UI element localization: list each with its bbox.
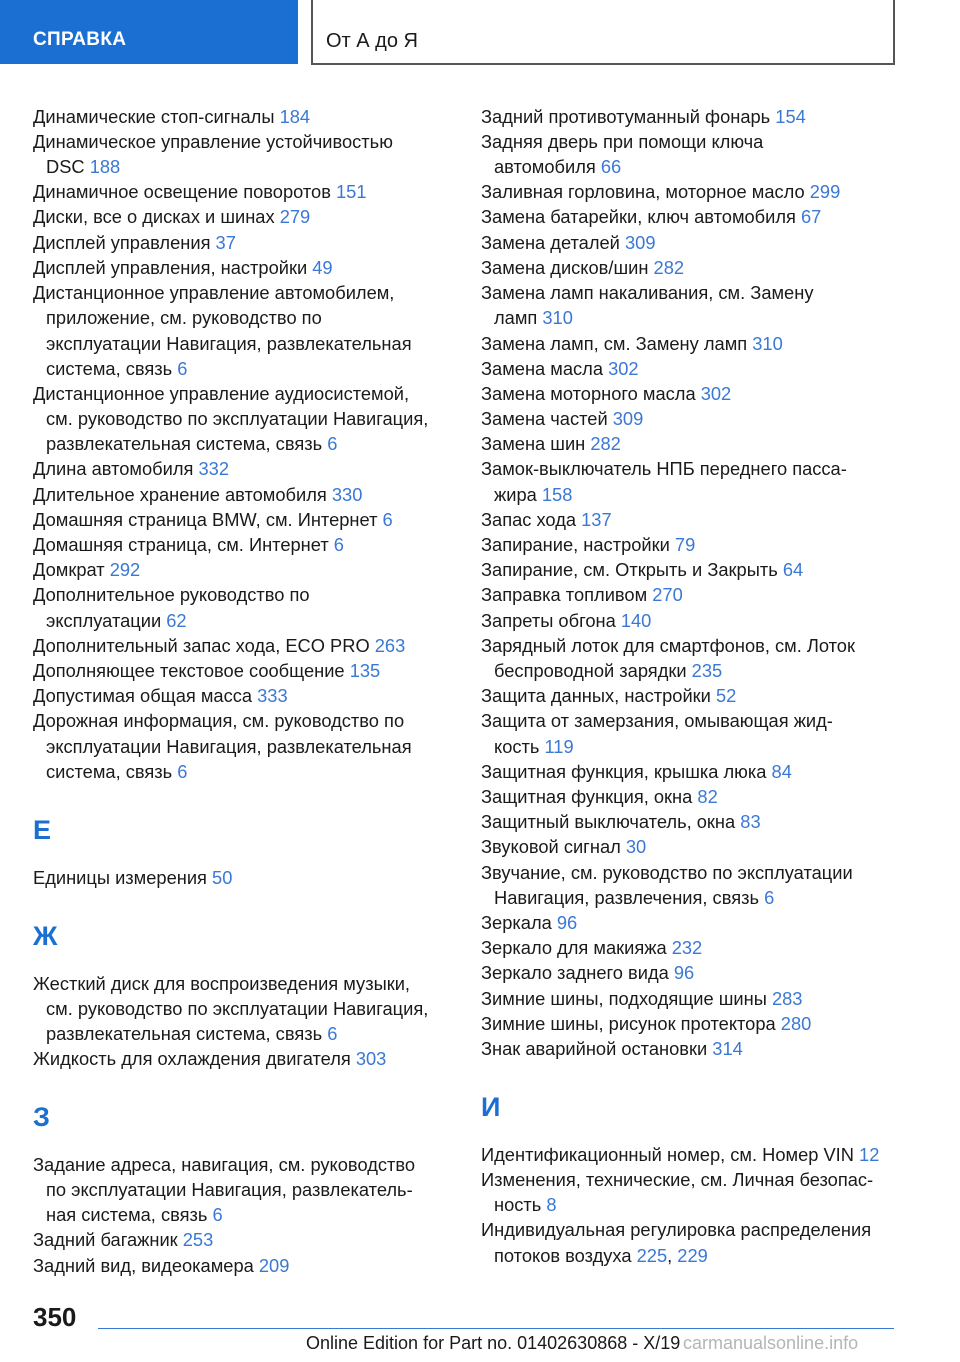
index-entry	[481, 431, 621, 456]
page-reference-link[interactable]: 299	[809, 181, 841, 202]
index-entry-text: см. руководство по эксплуатации Навигация,	[46, 408, 429, 429]
index-entry	[33, 865, 232, 890]
page-reference-link[interactable]: 6	[327, 1023, 338, 1044]
page-reference-link[interactable]: 279	[279, 206, 311, 227]
index-entry-text: Домашняя страница, см. Интернет	[33, 534, 334, 555]
index-entry	[481, 935, 702, 960]
page-reference-link[interactable]: 151	[336, 181, 367, 202]
index-entry-text: Дополнительное руководство по	[33, 584, 310, 605]
index-entry-text: Идентификационный номер, см. Номер VIN	[481, 1144, 860, 1165]
index-entry-text: Заправка топливом	[481, 584, 653, 605]
index-entry-text: ная система, связь	[46, 1204, 213, 1225]
index-entry	[481, 179, 840, 204]
page-reference-link[interactable]: 140	[620, 610, 652, 631]
footer-watermark: carmanualsonline.info	[683, 1333, 859, 1353]
index-entry-text: Домкрат	[33, 559, 110, 580]
index-entry-text: Запреты обгона	[481, 610, 621, 631]
index-entry-text: по эксплуатации Навигация, развлекатель-	[46, 1179, 413, 1200]
index-entry	[481, 1243, 708, 1268]
page-reference-link[interactable]: 96	[556, 912, 578, 933]
index-entry	[481, 482, 572, 507]
page-reference-link[interactable]: 209	[258, 1255, 290, 1276]
page-reference-link[interactable]: 158	[541, 484, 573, 505]
page-reference-link[interactable]: 67	[801, 206, 822, 227]
index-entry	[33, 1253, 289, 1278]
index-entry-text: кость	[494, 736, 545, 757]
index-entry-text: Жидкость для охлаждения двигателя	[33, 1048, 356, 1069]
index-entry-text: эксплуатации Навигация, развлекательная	[46, 736, 412, 757]
index-entry-text: Индивидуальная регулировка распределения	[481, 1219, 872, 1240]
index-entry	[481, 910, 577, 935]
index-entry-text: приложение, см. руководство по	[46, 307, 322, 328]
index-letter-heading: З	[33, 1102, 50, 1132]
page-reference-link[interactable]: 96	[673, 962, 695, 983]
header-divider-left	[311, 0, 313, 64]
index-entry	[33, 1021, 337, 1046]
index-entry	[481, 658, 722, 683]
index-entry	[481, 885, 774, 910]
index-entry-text: Замена батарейки, ключ автомобиля	[481, 206, 802, 227]
index-entry-text: ность	[494, 1194, 547, 1215]
page-reference-separator: ,	[667, 1245, 678, 1266]
page-reference-link[interactable]: 310	[752, 333, 783, 354]
index-entry	[33, 996, 428, 1021]
index-entry	[33, 1227, 213, 1252]
page-reference-link[interactable]: 232	[671, 937, 703, 958]
index-entry	[33, 532, 344, 557]
chapter-title: От А до Я	[326, 30, 418, 52]
index-entry	[33, 633, 405, 658]
index-entry	[481, 734, 574, 759]
index-entry	[33, 582, 310, 607]
index-letter-heading: Е	[33, 815, 52, 845]
index-entry	[33, 104, 310, 129]
index-entry-text: жира	[494, 484, 542, 505]
page-reference-link[interactable]: 270	[652, 584, 683, 605]
index-entry-text: Навигация, развлечения, связь	[494, 887, 765, 908]
index-entry-text: Замена деталей	[481, 232, 625, 253]
index-entry	[33, 431, 337, 456]
page-reference-link[interactable]: 62	[166, 610, 187, 631]
index-entry-text: Задняя дверь при помощи ключа	[481, 131, 764, 152]
page-reference-link[interactable]: 309	[624, 232, 656, 253]
page-reference-link[interactable]: 282	[653, 257, 685, 278]
index-entry	[481, 255, 684, 280]
index-entry-text: развлекательная система, связь	[46, 433, 328, 454]
footer-edition: Online Edition for Part no. 01402630868 - X/19	[306, 1333, 681, 1353]
index-entry	[33, 1046, 386, 1071]
index-entry-text: Динамичное освещение поворотов	[33, 181, 337, 202]
index-entry	[33, 331, 412, 356]
index-entry-text: Диски, все о дисках и шинах	[33, 206, 280, 227]
page-reference-link[interactable]: 6	[382, 509, 393, 530]
page-reference-link[interactable]: 229	[677, 1245, 708, 1266]
page-reference-link[interactable]: 283	[771, 988, 803, 1009]
index-entry	[481, 305, 573, 330]
index-entry	[481, 154, 621, 179]
index-entry-text: Замена шин	[481, 433, 591, 454]
index-entry	[33, 280, 394, 305]
footer-rule	[98, 1328, 894, 1329]
page-reference-link[interactable]: 225	[636, 1245, 668, 1266]
index-entry	[33, 230, 236, 255]
index-entry	[33, 708, 404, 733]
page-reference-link[interactable]: 332	[198, 458, 229, 479]
index-entry-text: автомобиля	[494, 156, 601, 177]
index-entry	[481, 280, 813, 305]
index-entry-text: Запирание, см. Открыть и Закрыть	[481, 559, 783, 580]
index-entry-text: система, связь	[46, 761, 178, 782]
index-entry-text: Задний вид, видеокамера	[33, 1255, 259, 1276]
index-entry-text: ламп	[494, 307, 543, 328]
page-reference-link[interactable]: 83	[740, 811, 761, 832]
index-letter-heading: И	[481, 1092, 501, 1122]
index-entry-text: Зеркала	[481, 912, 557, 933]
index-entry-text: Задание адреса, навигация, см. руководство	[33, 1154, 416, 1175]
page-reference-link[interactable]: 6	[212, 1204, 223, 1225]
page-reference-link[interactable]: 303	[355, 1048, 387, 1069]
index-entry	[33, 1202, 223, 1227]
index-entry	[481, 557, 803, 582]
page-reference-link[interactable]: 302	[700, 383, 732, 404]
index-letter-heading: Ж	[33, 921, 58, 951]
index-entry-text: Замена моторного масла	[481, 383, 701, 404]
index-entry	[33, 305, 322, 330]
index-entry-text: Защита от замерзания, омывающая жид-	[481, 710, 833, 731]
page-reference-link[interactable]: 50	[212, 867, 233, 888]
page-reference-link[interactable]: 314	[712, 1038, 743, 1059]
index-entry	[33, 406, 428, 431]
index-entry	[481, 608, 651, 633]
page-reference-link[interactable]: 84	[771, 761, 792, 782]
index-entry	[481, 1036, 743, 1061]
index-entry	[33, 456, 229, 481]
index-entry	[481, 986, 802, 1011]
index-entry	[33, 1177, 413, 1202]
index-entry-text: Дисплей управления, настройки	[33, 257, 313, 278]
section-tab[interactable]	[0, 0, 298, 64]
index-entry-text: Домашняя страница BMW, см. Интернет	[33, 509, 383, 530]
page-reference-link[interactable]: 6	[333, 534, 344, 555]
header-divider-right	[893, 0, 895, 64]
index-entry-text: Замок-выключатель НПБ переднего пасса-	[481, 458, 847, 479]
index-entry-text: Замена масла	[481, 358, 609, 379]
index-entry-text: Замена дисков/шин	[481, 257, 654, 278]
index-entry-text: потоков воздуха	[494, 1245, 637, 1266]
index-entry-text: Дополнительный запас хода, ECO PRO	[33, 635, 375, 656]
index-entry-text: Замена ламп, см. Замену ламп	[481, 333, 753, 354]
index-entry	[481, 356, 639, 381]
index-entry-text: Знак аварийной остановки	[481, 1038, 713, 1059]
index-entry	[33, 381, 409, 406]
page-reference-link[interactable]: 310	[542, 307, 573, 328]
index-entry-text: Дистанционное управление автомобилем,	[33, 282, 395, 303]
index-entry-text: Запирание, настройки	[481, 534, 675, 555]
index-entry-text: Допустимая общая масса	[33, 685, 258, 706]
index-entry	[33, 971, 410, 996]
index-entry-text: Дорожная информация, см. руководство по	[33, 710, 405, 731]
page-reference-link[interactable]: 82	[697, 786, 718, 807]
page-reference-link[interactable]: 184	[279, 106, 311, 127]
index-entry-text: Звуковой сигнал	[481, 836, 626, 857]
index-entry-text: Динамическое управление устойчивостью	[33, 131, 393, 152]
index-entry	[481, 381, 731, 406]
page-reference-link[interactable]: 66	[600, 156, 622, 177]
page-reference-link[interactable]: 330	[331, 484, 363, 505]
index-entry	[33, 507, 393, 532]
page-reference-link[interactable]: 154	[775, 106, 806, 127]
index-entry-text: Зимние шины, рисунок протектора	[481, 1013, 781, 1034]
index-entry-text: Изменения, технические, см. Личная безопас-	[481, 1169, 874, 1190]
index-entry	[481, 1192, 557, 1217]
index-entry	[481, 129, 763, 154]
page-reference-link[interactable]: 235	[691, 660, 723, 681]
index-entry	[33, 608, 187, 633]
index-entry	[33, 683, 288, 708]
page-reference-link[interactable]: 119	[544, 736, 574, 757]
page-reference-link[interactable]: 280	[780, 1013, 812, 1034]
index-entry	[481, 683, 736, 708]
page-reference-link[interactable]: 30	[625, 836, 647, 857]
index-entry	[481, 532, 695, 557]
section-tab-label: СПРАВКА	[33, 29, 127, 50]
page-reference-link[interactable]: 135	[349, 660, 381, 681]
page-number: 350	[33, 1302, 77, 1332]
index-entry-text: Заливная горловина, моторное масло	[481, 181, 810, 202]
index-entry	[481, 230, 656, 255]
index-entry	[481, 960, 694, 985]
header-underline	[311, 63, 895, 65]
index-entry	[481, 633, 855, 658]
page-reference-link[interactable]: 282	[590, 433, 621, 454]
page-reference-link[interactable]: 292	[109, 559, 141, 580]
index-entry-text: Защитная функция, крышка люка	[481, 761, 772, 782]
page-reference-link[interactable]: 8	[546, 1194, 557, 1215]
index-entry-text: Защитный выключатель, окна	[481, 811, 741, 832]
page-reference-link[interactable]: 49	[312, 257, 333, 278]
index-entry-text: Жесткий диск для воспроизведения музыки,	[33, 973, 411, 994]
page-reference-link[interactable]: 6	[327, 433, 338, 454]
index-entry	[481, 708, 833, 733]
index-entry-text: система, связь	[46, 358, 178, 379]
index-entry	[33, 658, 380, 683]
index-entry-text: Запас хода	[481, 509, 582, 530]
index-entry	[481, 456, 847, 481]
index-entry	[481, 1217, 871, 1242]
index-entry-text: Зарядный лоток для смартфонов, см. Лоток	[481, 635, 855, 656]
index-entry	[33, 179, 367, 204]
index-entry	[481, 809, 761, 834]
index-entry-text: эксплуатации Навигация, развлекательная	[46, 333, 412, 354]
index-entry	[481, 759, 792, 784]
index-entry	[33, 204, 310, 229]
index-entry	[33, 154, 120, 179]
index-entry-text: Защита данных, настройки	[481, 685, 716, 706]
page-reference-link[interactable]: 333	[257, 685, 288, 706]
page-reference-link[interactable]: 137	[581, 509, 612, 530]
page-reference-link[interactable]: 6	[764, 887, 775, 908]
index-entry-text: Зеркало заднего вида	[481, 962, 674, 983]
index-entry-text: развлекательная система, связь	[46, 1023, 328, 1044]
page-reference-link[interactable]: 6	[177, 761, 188, 782]
index-entry	[481, 582, 683, 607]
index-entry-text: Зимние шины, подходящие шины	[481, 988, 772, 1009]
index-entry-text: Замена частей	[481, 408, 613, 429]
index-entry-text: Звучание, см. руководство по эксплуатации	[481, 862, 853, 883]
page-reference-link[interactable]: 6	[177, 358, 188, 379]
index-entry	[33, 482, 362, 507]
index-entry	[481, 1011, 811, 1036]
page-reference-link[interactable]: 79	[674, 534, 696, 555]
index-entry-text: Длина автомобиля	[33, 458, 199, 479]
index-entry	[481, 1142, 879, 1167]
index-entry	[481, 406, 643, 431]
index-entry	[33, 557, 140, 582]
page-reference-link[interactable]: 52	[715, 685, 737, 706]
index-entry	[481, 860, 853, 885]
page-reference-link[interactable]: 253	[182, 1229, 214, 1250]
index-entry	[33, 1152, 415, 1177]
index-entry-text: Дисплей управления	[33, 232, 216, 253]
index-entry-text: Дистанционное управление аудиосистемой,	[33, 383, 410, 404]
page-reference-link[interactable]: 64	[782, 559, 804, 580]
index-entry	[481, 204, 821, 229]
index-entry-text: эксплуатации	[46, 610, 167, 631]
index-entry-text: Единицы измерения	[33, 867, 213, 888]
index-entry-text: Защитная функция, окна	[481, 786, 698, 807]
index-entry	[481, 784, 718, 809]
index-entry	[481, 104, 806, 129]
index-entry-text: Задний багажник	[33, 1229, 183, 1250]
index-entry-text: Длительное хранение автомобиля	[33, 484, 332, 505]
index-entry	[481, 1167, 873, 1192]
index-entry	[33, 255, 333, 280]
page-reference-link[interactable]: 263	[374, 635, 406, 656]
index-entry-text: см. руководство по эксплуатации Навигация,	[46, 998, 429, 1019]
index-entry	[481, 834, 646, 859]
page-reference-link[interactable]: 309	[612, 408, 644, 429]
index-entry-text: беспроводной зарядки	[494, 660, 692, 681]
page-reference-link[interactable]: 302	[608, 358, 639, 379]
index-entry-text: Замена ламп накаливания, см. Замену	[481, 282, 814, 303]
index-entry	[481, 331, 783, 356]
index-entry-text: Дополняющее текстовое сообщение	[33, 660, 350, 681]
index-entry	[481, 507, 612, 532]
index-entry-text: DSC	[46, 156, 90, 177]
index-entry-text: Динамические стоп-сигналы	[33, 106, 280, 127]
index-entry	[33, 356, 187, 381]
index-entry	[33, 129, 393, 154]
index-entry	[33, 734, 412, 759]
page-reference-link[interactable]: 188	[89, 156, 121, 177]
page-reference-link[interactable]: 12	[859, 1144, 880, 1165]
index-entry-text: Зеркало для макияжа	[481, 937, 672, 958]
index-entry	[33, 759, 187, 784]
index-entry-text: Задний противотуманный фонарь	[481, 106, 776, 127]
page-reference-link[interactable]: 37	[215, 232, 236, 253]
